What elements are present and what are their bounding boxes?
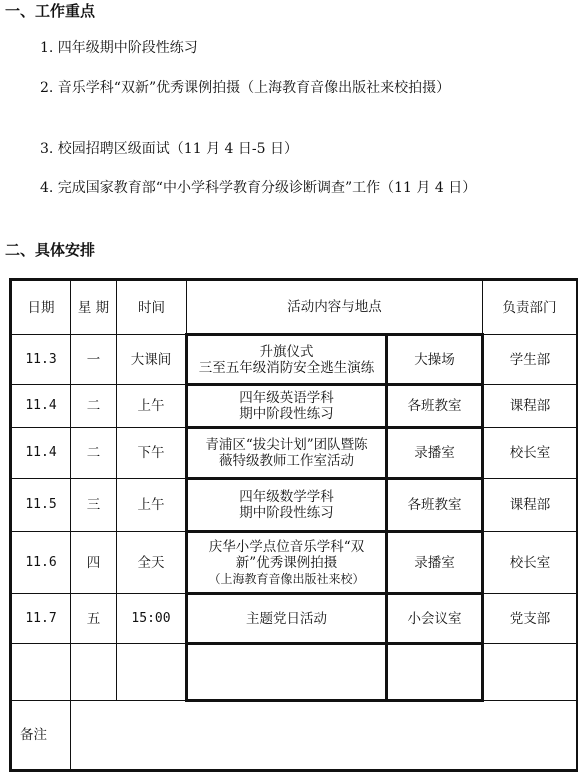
activity-line: 庆华小学点位音乐学科“双	[208, 538, 365, 555]
row-weekday: 二	[71, 385, 117, 428]
table-row	[11, 594, 578, 644]
row-weekday: 一	[71, 335, 117, 385]
row-activity	[187, 385, 387, 428]
header-date: 日期	[11, 280, 71, 335]
remark-content	[71, 701, 578, 771]
empty-cell	[71, 644, 117, 701]
activity-line: 期中阶段性练习	[239, 505, 334, 521]
header-activity: 活动内容与地点	[187, 280, 483, 335]
header-time: 时间	[117, 280, 187, 335]
row-weekday: 五	[71, 594, 117, 644]
row-time: 大课间	[117, 335, 187, 385]
row-date: 11.5	[11, 479, 71, 532]
empty-cell	[387, 644, 483, 701]
row-activity	[187, 428, 387, 479]
empty-cell	[11, 644, 71, 701]
row-place: 各班教室	[387, 479, 483, 532]
row-activity	[187, 532, 387, 594]
table-row	[11, 385, 578, 428]
row-dept: 校长室	[483, 532, 578, 594]
activity-line: 新”优秀课例拍摄	[235, 554, 338, 571]
activity-line: （上海教育音像出版社来校）	[208, 571, 365, 586]
work-focus-item-2: 2. 音乐学科“双新”优秀课例拍摄（上海教育音像出版社来校拍摄）	[40, 80, 451, 96]
row-weekday: 四	[71, 532, 117, 594]
remark-row	[11, 701, 578, 771]
row-place: 小会议室	[387, 594, 483, 644]
work-focus-item-1: 1. 四年级期中阶段性练习	[40, 40, 198, 56]
row-dept: 党支部	[483, 594, 578, 644]
row-dept: 课程部	[483, 385, 578, 428]
header-weekday: 星 期	[71, 280, 117, 335]
row-time: 全天	[117, 532, 187, 594]
activity-line: 四年级数学学科	[239, 489, 334, 505]
row-date: 11.6	[11, 532, 71, 594]
row-dept: 校长室	[483, 428, 578, 479]
row-weekday: 二	[71, 428, 117, 479]
activity-line: 升旗仪式	[259, 343, 314, 360]
activity-line: 青浦区“拔尖计划”团队暨陈	[205, 437, 368, 453]
row-time: 下午	[117, 428, 187, 479]
activity-line: 薇特级教师工作室活动	[219, 453, 354, 469]
row-date: 11.7	[11, 594, 71, 644]
row-time: 上午	[117, 479, 187, 532]
table-row	[11, 335, 578, 385]
activity-line: 期中阶段性练习	[239, 406, 334, 422]
row-dept: 学生部	[483, 335, 578, 385]
row-weekday: 三	[71, 479, 117, 532]
empty-cell	[187, 644, 387, 701]
row-time: 15:00	[117, 594, 187, 644]
remark-label: 备注	[11, 701, 71, 771]
row-place: 录播室	[387, 428, 483, 479]
table-row	[11, 479, 578, 532]
table-row	[11, 532, 578, 594]
row-activity	[187, 335, 387, 385]
row-date: 11.3	[11, 335, 71, 385]
table-row	[11, 428, 578, 479]
row-place: 大操场	[387, 335, 483, 385]
row-date: 11.4	[11, 428, 71, 479]
schedule-table	[9, 278, 578, 772]
table-row-empty	[11, 644, 578, 701]
work-focus-item-3: 3. 校园招聘区级面试（11 月 4 日-5 日）	[40, 141, 298, 157]
section-heading-schedule: 二、具体安排	[5, 241, 96, 259]
row-activity	[187, 479, 387, 532]
activity-line: 四年级英语学科	[239, 390, 334, 406]
empty-cell	[483, 644, 578, 701]
row-place: 各班教室	[387, 385, 483, 428]
row-dept: 课程部	[483, 479, 578, 532]
work-focus-item-4: 4. 完成国家教育部“中小学科学教育分级诊断调查”工作（11 月 4 日）	[40, 180, 477, 196]
header-dept: 负责部门	[483, 280, 578, 335]
row-date: 11.4	[11, 385, 71, 428]
row-activity: 主题党日活动	[187, 594, 387, 644]
row-place: 录播室	[387, 532, 483, 594]
section-heading-work-focus: 一、工作重点	[5, 2, 96, 20]
empty-cell	[117, 644, 187, 701]
row-time: 上午	[117, 385, 187, 428]
table-header-row	[11, 280, 578, 335]
activity-line: 三至五年级消防安全逃生演练	[198, 359, 375, 376]
